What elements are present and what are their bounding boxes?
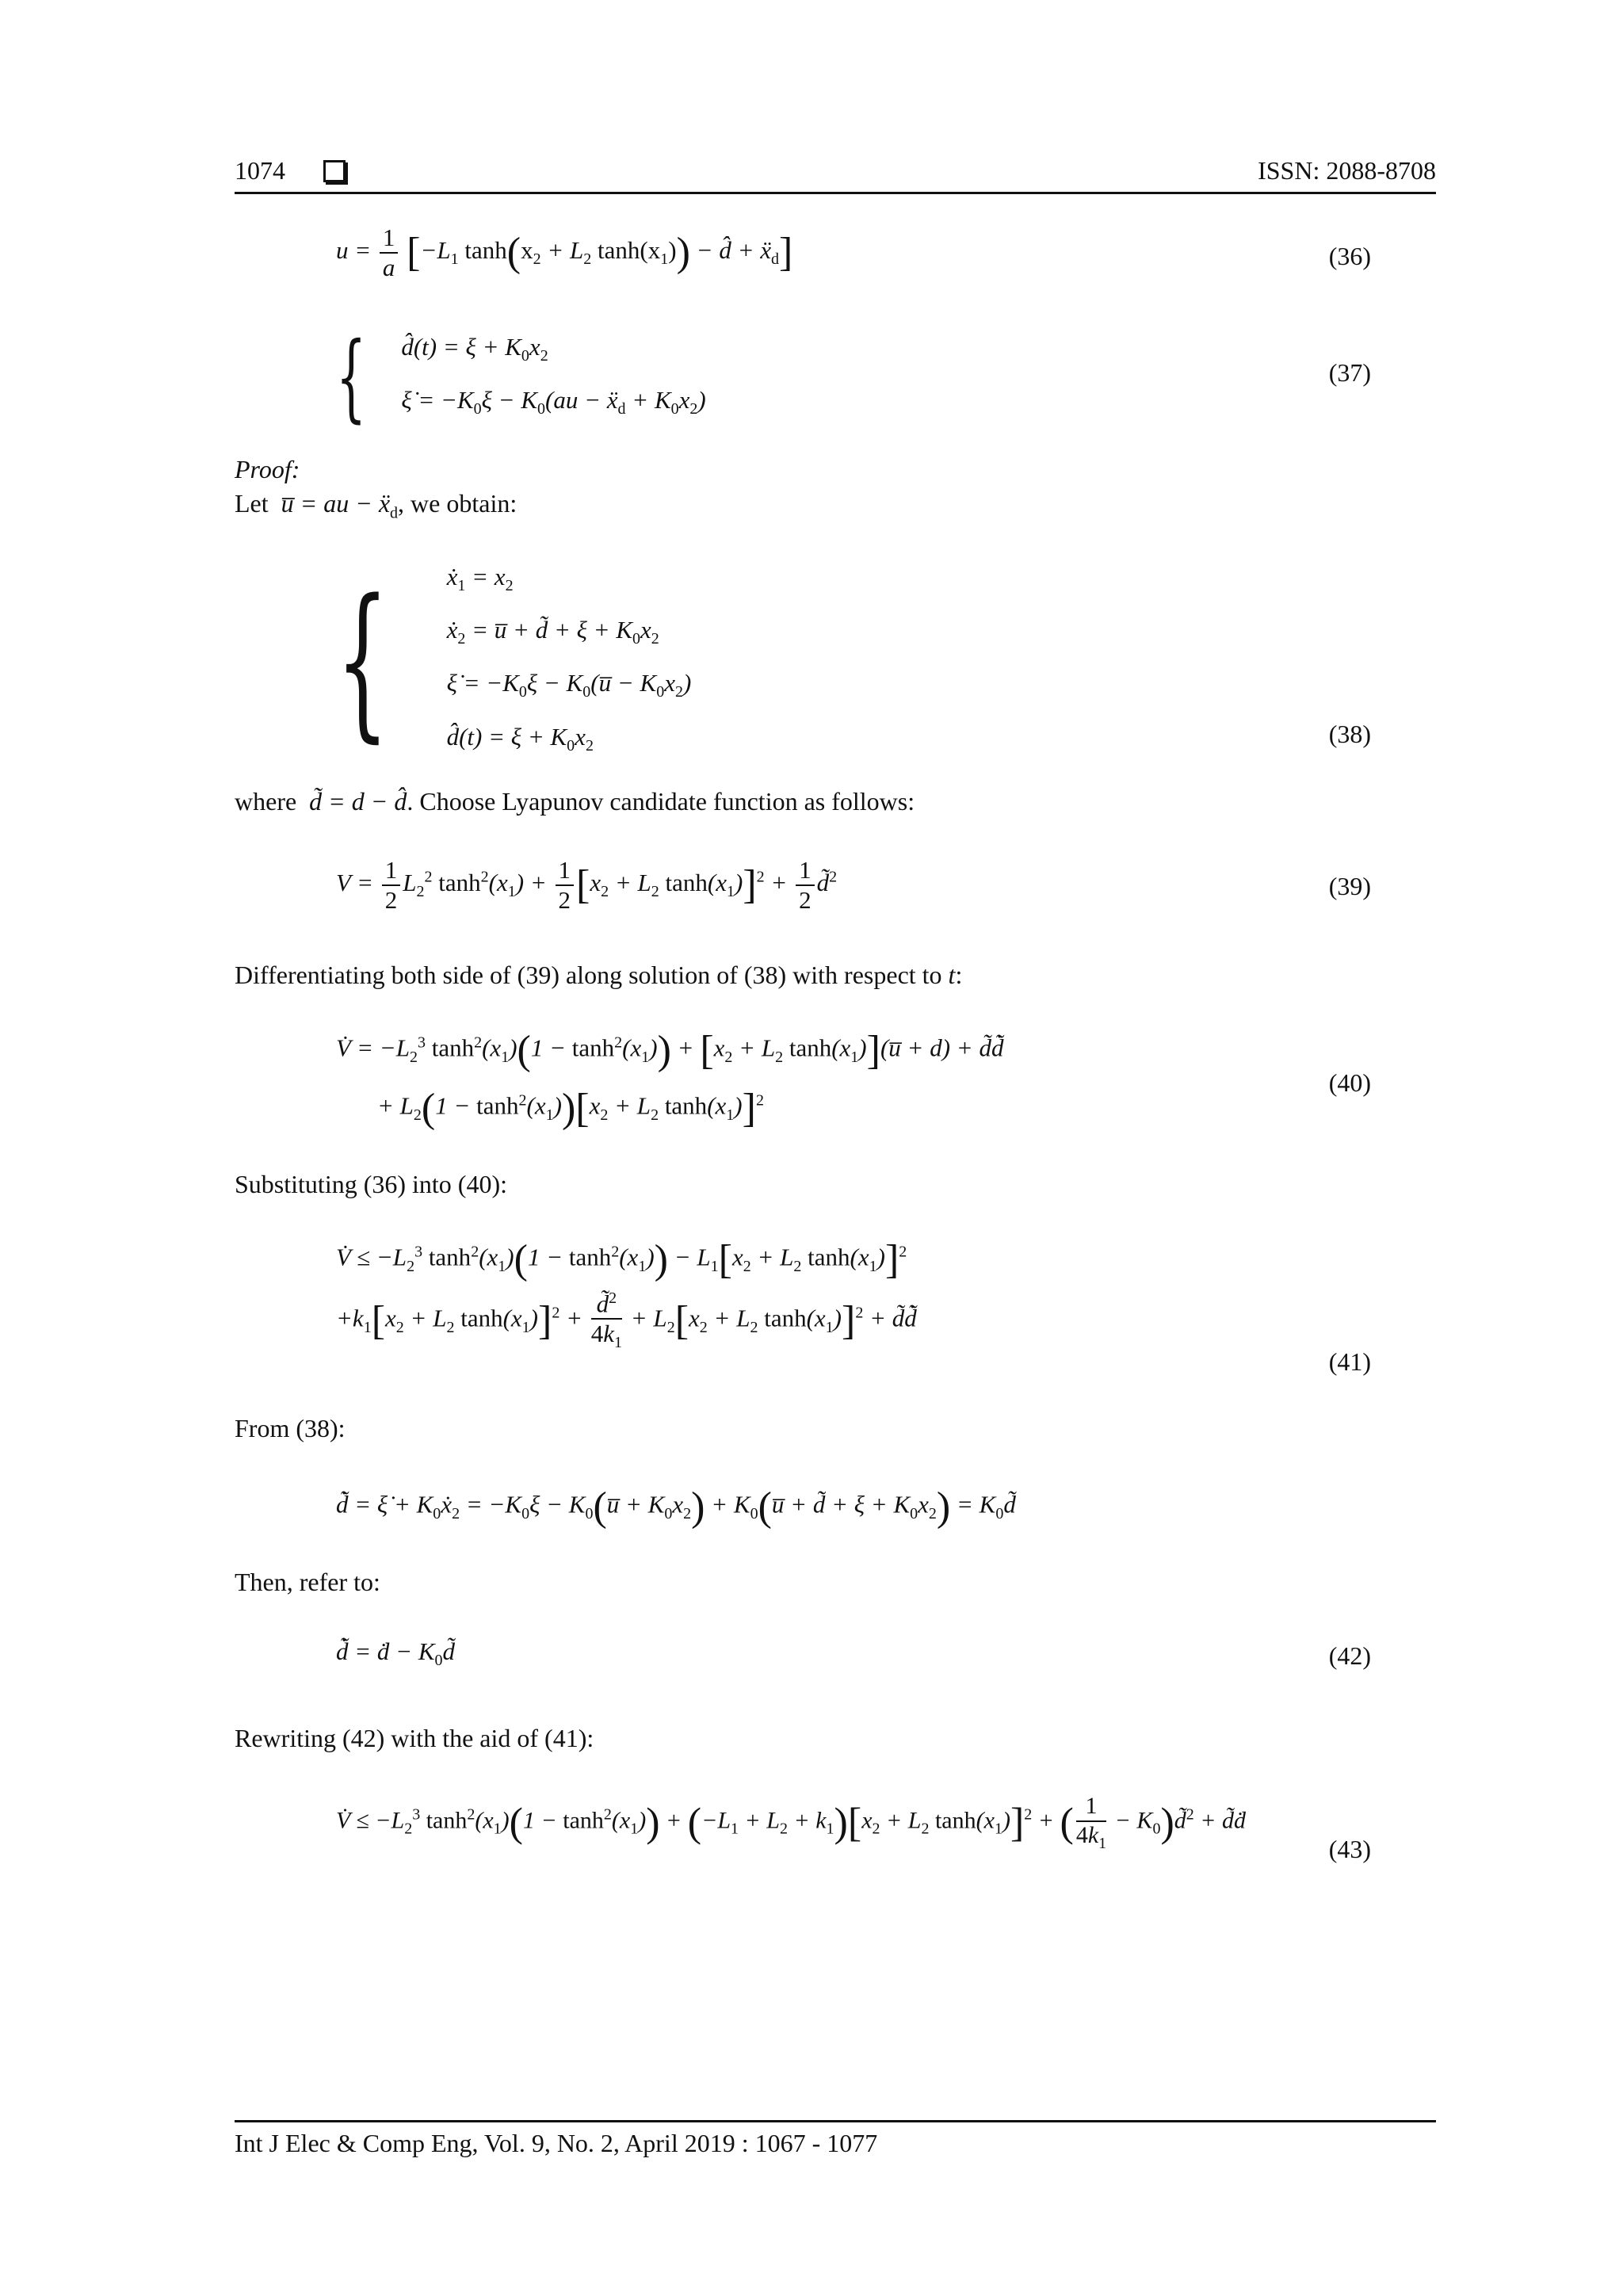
journal-citation: Int J Elec & Comp Eng, Vol. 9, No. 2, April 2019 : 1067 - 1077 [235,2129,878,2157]
equation-number-38: (38) [1328,720,1371,748]
equation-number-37: (37) [1328,358,1371,387]
where-sentence: where d̃ = d − d̂. Choose Lyapunov candidate function as follows: [235,787,915,816]
where-prefix: where [235,787,297,816]
header-rule [235,192,1436,194]
equation-number-41: (41) [1328,1347,1371,1376]
equation-40: V̇ = $-L_2^3$ $\tanh^2(x_1)(1 - \tanh^2(x_1)) + [x_2 + L_2$ $\tanh(x_1)](u̅ + d)$ + d̃d̃̇ + $L_2(1 - \tanh^2(x_1))[x_2 + L_2$ $\tanh(x_1)]^2$ [336,1028,1004,1131]
equation-41: V̇ ≤ $-L_2^3$ $\tanh^2(x_1)(1 - \tanh^2(x_1)) - L_1[x_2 + L_2$ $\tanh(x_1)]^2$ $+k_1[x_2 + L_2$ $\tanh(x_1)]^2$ + $\frac{d̃^2}{4k_1}$ + $L_2[x_2 + L_2$ $\tanh(x_1)]^2$ + d̃d̃̇ [336,1237,917,1352]
let-sentence: Let u̅ = au − $ẍ_d$, we obtain: [235,489,517,522]
square-bullet-icon [323,160,346,182]
rewriting-sentence: Rewriting (42) with the aid of (41): [235,1724,594,1752]
equation-38: { $ẋ_1 = x_2$ $ẋ_2$ = u̅ + d̃ + $\xi + K_0x_2$ ξ̇ = $-K_0\xi$ − $K_0(u̅ - K_0x_2)$ d̂(t) = $\xi + K_0x_2$ [336,563,692,758]
equation-43: V̇ ≤ $-L_2^3$ $\tanh^2(x_1)(1 - \tanh^2(x_1)) + (-L_1 + L_2 + k_1)[x_2 + L_2$ $\tanh(x_1)]^2$ + ( $\frac{1}{4k_1}$ − $K_0)d̃^2$ + d̃ḋ [336,1793,1247,1852]
footer-rule [235,2120,1436,2122]
let-prefix: Let [235,489,269,518]
let-suffix: , we obtain: [398,489,517,518]
page-number: 1074 [235,156,285,185]
equation-number-40: (40) [1328,1068,1371,1097]
equation-37: { d̂(t) = $\xi + K_0x_2$ ξ̇ = $-K_0\xi - K_0(au$ − $ẍ_d + K_0x_2$) [336,323,706,434]
equation-42: d̃̇ = ḋ − $K_0d̃$ [336,1637,456,1670]
then-refer-sentence: Then, refer to: [235,1568,380,1596]
equation-d-tilde-derivative: d̃̇ = ξ̇ + $K_0ẋ_2 = -K_0\xi$ − $K_0(u̅ + K_0x_2)$ + $K_0(u̅$ + d̃ + $\xi + K_0x_2$) = $K_0d̃$ [336,1484,1016,1530]
equation-number-42: (42) [1328,1641,1371,1670]
differentiating-suffix: : [955,961,963,989]
substituting-sentence: Substituting (36) into (40): [235,1170,507,1198]
differentiating-sentence [235,961,962,990]
equation-number-36: (36) [1328,242,1371,270]
equation-36: u = $\frac{1}{a}$ [$-L_1$ $\tanh(x_2 + L_2$ $\tanh(x_1)$) − d̂ + $ẍ_d$] [336,223,793,281]
differentiating-variable: t [948,961,956,989]
equation-number-43: (43) [1328,1835,1371,1863]
equation-number-39: (39) [1328,872,1371,900]
differentiating-prefix: Differentiating both side of (39) along solution of (38) with respect to [235,961,942,989]
journal-issn: ISSN: 2088-8708 [1258,156,1436,185]
where-suffix: . Choose Lyapunov candidate function as follows: [407,787,915,816]
proof-label: Proof: [235,455,300,483]
from38-sentence: From (38): [235,1414,346,1442]
equation-39: V = $\frac{1}{2}$ $L_2^2$ $\tanh^2(x_1)$ + $\frac{1}{2}$ [$x_2 + L_2$ $\tanh(x_1)]^2$ + $\frac{1}{2}$ d̃$^2$ [336,856,838,914]
